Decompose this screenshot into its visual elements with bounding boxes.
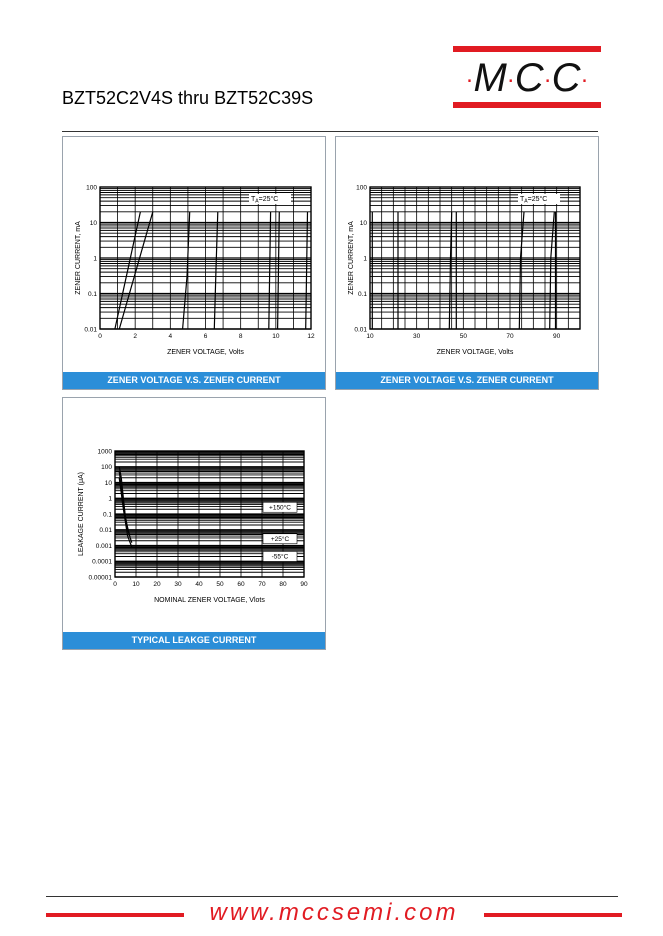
footer-bar-right <box>484 913 622 917</box>
x-tick-label: 4 <box>168 333 173 340</box>
x-tick-label: 2 <box>133 333 137 340</box>
series-line-2 <box>183 212 190 329</box>
zener-current-chart-low <box>63 137 327 374</box>
website-link[interactable] <box>184 899 484 927</box>
x-axis-label: ZENER VOLTAGE, Volts <box>167 349 244 356</box>
footer-divider <box>46 896 618 897</box>
series-line-4 <box>269 212 271 329</box>
x-tick-label: 70 <box>258 581 266 588</box>
y-tick-label: 10 <box>104 479 112 487</box>
footer-bar-left <box>46 913 184 917</box>
url-prefix: www. <box>209 899 279 926</box>
chart-panel-leakage <box>62 397 326 650</box>
y-tick-label: 1 <box>363 255 367 263</box>
y-tick-label: 0.01 <box>354 326 367 334</box>
x-tick-label: 12 <box>307 333 315 340</box>
x-tick-label: 10 <box>272 333 280 340</box>
y-tick-label: 10 <box>89 219 97 227</box>
header-divider <box>62 131 598 132</box>
x-tick-label: 30 <box>413 333 421 340</box>
chart-panel-zener-low <box>62 136 326 390</box>
x-tick-label: 90 <box>300 581 308 588</box>
y-tick-label: 100 <box>356 184 367 192</box>
y-tick-label: 1 <box>108 495 112 503</box>
x-tick-label: 40 <box>195 581 203 588</box>
y-tick-label: 0.001 <box>95 542 112 550</box>
y-axis-label: ZENER CURRENT, mA <box>75 221 82 295</box>
series-line-3 <box>214 212 218 329</box>
x-tick-label: 70 <box>506 333 514 340</box>
mcc-logo <box>453 54 601 102</box>
x-tick-label: 80 <box>279 581 287 588</box>
series-line-5 <box>550 212 555 329</box>
logo-dot: · <box>465 66 474 94</box>
x-tick-label: 60 <box>237 581 245 588</box>
y-tick-label: 1 <box>93 255 97 263</box>
y-tick-label: 100 <box>101 464 112 472</box>
curve-label: +150°C <box>269 504 291 512</box>
x-tick-label: 10 <box>366 333 374 340</box>
grid <box>100 187 311 329</box>
y-tick-label: 0.0001 <box>92 558 112 566</box>
logo-dot: · <box>580 66 589 94</box>
x-axis-label: ZENER VOLTAGE, Volts <box>436 349 514 356</box>
y-tick-label: 0.1 <box>357 290 367 298</box>
x-tick-label: 90 <box>553 333 561 340</box>
url-domain: mccsemi <box>278 899 395 926</box>
chart-panel-zener-high <box>335 136 599 390</box>
grid <box>370 187 580 329</box>
y-tick-label: 1000 <box>97 448 112 456</box>
series-line-6 <box>306 212 308 329</box>
logo-dot: · <box>506 66 515 94</box>
y-tick-label: 100 <box>86 184 97 192</box>
x-tick-label: 6 <box>203 333 208 340</box>
logo-letter-m: M <box>473 56 507 100</box>
y-tick-label: 0.1 <box>102 511 112 519</box>
x-tick-label: 8 <box>238 333 243 340</box>
series-line-5 <box>278 212 280 329</box>
chart-caption: ZENER VOLTAGE V.S. ZENER CURRENT <box>336 372 598 389</box>
zener-current-chart-high <box>336 137 600 374</box>
x-tick-label: 50 <box>216 581 224 588</box>
y-tick-label: 0.1 <box>87 290 97 298</box>
y-axis-label: LEAKAGE CURRENT (μA) <box>78 471 85 557</box>
logo-bar-top <box>453 46 601 52</box>
x-axis-label: NOMINAL ZENER VOLTAGE, Vlots <box>154 597 265 604</box>
curve-label: -55°C <box>271 553 289 561</box>
x-tick-label: 50 <box>459 333 467 340</box>
temperature-annotation: $T_A=25^\circ C$ <box>520 196 548 205</box>
y-tick-label: 10 <box>359 219 367 227</box>
y-axis-label: ZENER CURRENT, mA <box>348 221 355 295</box>
x-tick-label: 20 <box>153 581 161 588</box>
page-title: BZT52C2V4S thru BZT52C39S <box>62 88 314 108</box>
logo-bar-bottom <box>453 102 601 108</box>
chart-caption: TYPICAL LEAKGE CURRENT <box>63 632 325 649</box>
logo-dot: · <box>543 66 552 94</box>
x-tick-label: 0 <box>113 581 117 588</box>
url-suffix: .com <box>394 899 459 926</box>
x-tick-label: 30 <box>174 581 182 588</box>
y-tick-label: 0.00001 <box>88 574 112 582</box>
temperature-annotation: $T_A=25^\circ C$ <box>251 196 279 205</box>
chart-caption: ZENER VOLTAGE V.S. ZENER CURRENT <box>63 372 325 389</box>
x-tick-label: 0 <box>98 333 102 340</box>
y-tick-label: 0.01 <box>99 527 112 535</box>
logo-letter-c1: C <box>514 56 544 100</box>
leakage-current-chart <box>63 398 327 634</box>
curve-label: +25°C <box>270 535 290 543</box>
logo-letter-c2: C <box>551 56 581 100</box>
x-tick-label: 10 <box>132 581 140 588</box>
y-tick-label: 0.01 <box>84 326 97 334</box>
